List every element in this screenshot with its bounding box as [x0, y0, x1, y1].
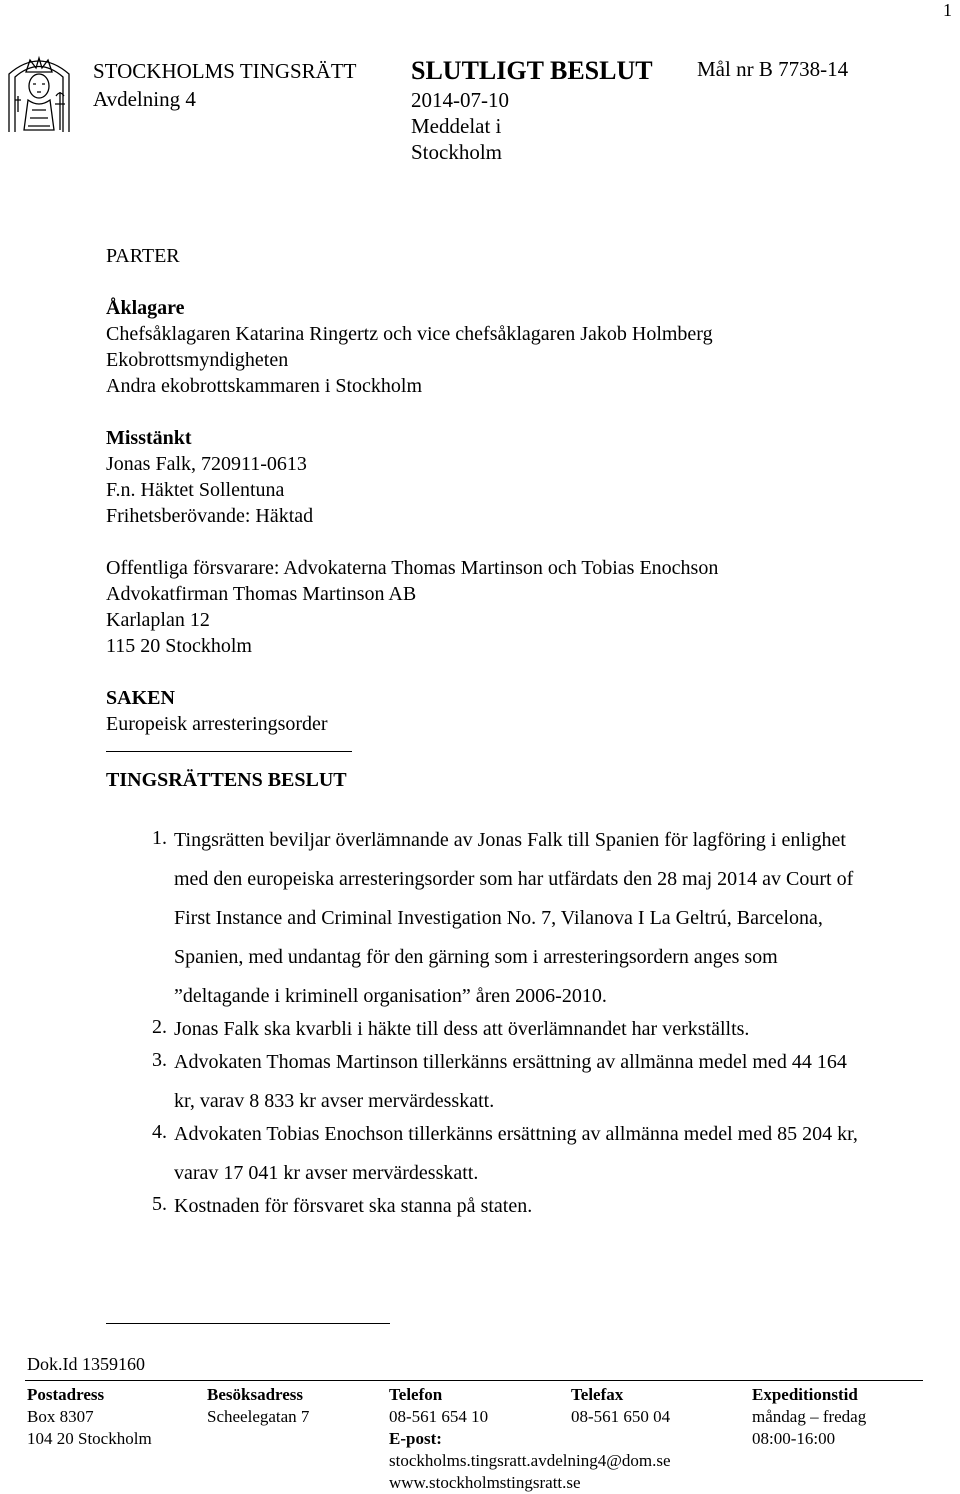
decision-list [106, 827, 866, 1226]
decision-text: Advokaten Thomas Martinson tillerkänns ersättning av allmänna medel med 44 164 kr, varav 8 833 kr avser mervärdesskatt. [174, 1051, 847, 1112]
matter-heading: SAKEN [106, 687, 175, 709]
decision-text: Tingsrätten beviljar överlämnande av Jonas Falk till Spanien för lagföring i enlighet med den europeiska arresteringsorder som har utfärdats den 28 maj 2014 av Court of First Instance and Criminal Investigation No. 7, Vilanova I La Geltrú, Barcelona, Spanien, med undantag för den gärning som i arresteringsordern anges som ”deltagande i kriminell organisation” åren 2006-2010. [174, 829, 854, 1007]
document-body [106, 243, 926, 793]
issued-line-1: Meddelat i [411, 114, 502, 138]
defense-section [106, 555, 926, 659]
decision-number: 2. [152, 1016, 167, 1038]
case-number: Mål nr B 7738-14 [697, 57, 849, 81]
document-title: SLUTLIGT BESLUT [411, 56, 653, 85]
footer-fax [571, 1384, 670, 1428]
suspect-section [106, 425, 926, 529]
court-header [93, 57, 357, 113]
document-id: Dok.Id 1359160 [27, 1354, 145, 1374]
postal-line: 104 20 Stockholm [27, 1429, 152, 1448]
fax-number: 08-561 650 04 [571, 1407, 671, 1426]
page-number: 1 [943, 0, 952, 20]
prosecutor-line: Chefsåklagaren Katarina Ringertz och vice chefsåklagaren Jakob Holmberg [106, 323, 713, 345]
footer-rule [25, 1380, 923, 1381]
decision-item [106, 1049, 866, 1121]
defense-line: Offentliga försvarare: Advokaterna Thomas Martinson och Tobias Enochson [106, 557, 719, 579]
section-divider [106, 751, 352, 752]
decision-text: Jonas Falk ska kvarbli i häkte till dess att överlämnandet har verkställts. [174, 1018, 750, 1040]
suspect-line: Jonas Falk, 720911-0613 [106, 453, 307, 475]
decision-number: 1. [152, 827, 167, 849]
decision-item [106, 1121, 866, 1193]
email-heading: E-post: [389, 1429, 442, 1448]
decision-text: Advokaten Tobias Enochson tillerkänns ersättning av allmänna medel med 85 204 kr, varav 17 041 kr avser mervärdesskatt. [174, 1123, 858, 1184]
phone-heading: Telefon [389, 1385, 443, 1404]
visit-line: Scheelegatan 7 [207, 1407, 310, 1426]
decision-number: 3. [152, 1049, 167, 1071]
prosecutor-line: Andra ekobrottskammaren i Stockholm [106, 375, 423, 397]
matter-section [106, 685, 926, 737]
decision-heading: TINGSRÄTTENS BESLUT [106, 769, 347, 791]
court-division: Avdelning 4 [93, 87, 196, 111]
footer-hours [752, 1384, 866, 1450]
web-address[interactable]: www.stockholmstingsratt.se [389, 1473, 581, 1492]
prosecutor-section [106, 295, 926, 399]
end-divider [106, 1323, 390, 1324]
suspect-line: F.n. Häktet Sollentuna [106, 479, 285, 501]
postal-line: Box 8307 [27, 1407, 94, 1426]
footer-visit [207, 1384, 309, 1428]
matter-text: Europeisk arresteringsorder [106, 713, 328, 735]
footer-postal [27, 1384, 152, 1450]
suspect-line: Frihetsberövande: Häktad [106, 505, 314, 527]
email-address[interactable]: stockholms.tingsratt.avdelning4@dom.se [389, 1451, 671, 1470]
decision-item [106, 827, 866, 1016]
suspect-heading: Misstänkt [106, 427, 192, 449]
prosecutor-heading: Åklagare [106, 297, 185, 319]
prosecutor-line: Ekobrottsmyndigheten [106, 349, 289, 371]
phone-number: 08-561 654 10 [389, 1407, 489, 1426]
document-date: 2014-07-10 [411, 88, 509, 112]
decision-item [106, 1193, 866, 1226]
hours-days: måndag – fredag [752, 1407, 867, 1426]
defense-line: 115 20 Stockholm [106, 635, 252, 657]
issued-line-2: Stockholm [411, 140, 503, 164]
postal-heading: Postadress [27, 1385, 105, 1404]
hours-heading: Expeditionstid [752, 1385, 858, 1404]
fax-heading: Telefax [571, 1385, 624, 1404]
hours-time: 08:00-16:00 [752, 1429, 836, 1448]
parties-heading: PARTER [106, 245, 180, 267]
decision-text: Kostnaden för försvaret ska stanna på staten. [174, 1195, 533, 1217]
decision-number: 5. [152, 1193, 167, 1215]
visit-heading: Besöksadress [207, 1385, 304, 1404]
court-emblem-icon [6, 52, 72, 134]
defense-line: Karlaplan 12 [106, 609, 210, 631]
document-meta [411, 87, 509, 165]
court-name: STOCKHOLMS TINGSRÄTT [93, 59, 357, 83]
decision-number: 4. [152, 1121, 167, 1143]
defense-line: Advokatfirman Thomas Martinson AB [106, 583, 417, 605]
